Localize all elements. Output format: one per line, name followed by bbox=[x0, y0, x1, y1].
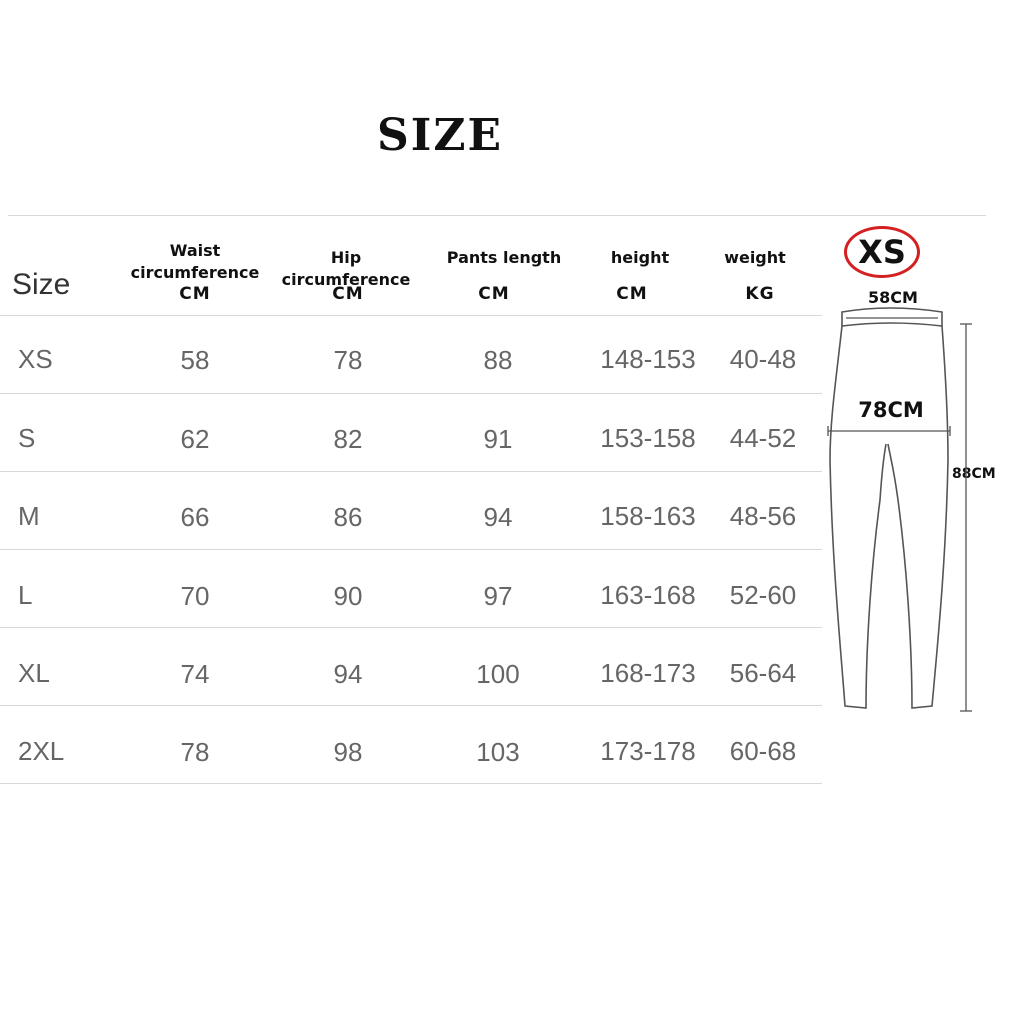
weight-value: 40-48 bbox=[729, 344, 797, 374]
waist-value: 70 bbox=[180, 581, 210, 611]
leggings-outline-icon bbox=[830, 308, 948, 708]
height-value: 158-163 bbox=[600, 501, 696, 531]
length-value: 100 bbox=[476, 659, 520, 689]
waist-value: 66 bbox=[180, 502, 210, 532]
size-label: 2XL bbox=[18, 736, 65, 766]
column-header-weight: weight bbox=[724, 248, 786, 267]
length-value: 103 bbox=[476, 737, 520, 767]
waist-value: 62 bbox=[180, 424, 210, 454]
unit-pants-length: CM bbox=[478, 284, 510, 304]
height-value: 148-153 bbox=[600, 344, 696, 374]
weight-value: 48-56 bbox=[729, 501, 797, 531]
size-label: L bbox=[18, 580, 33, 610]
length-value: 88 bbox=[483, 345, 513, 375]
hip-value: 82 bbox=[333, 424, 363, 454]
weight-value: 52-60 bbox=[729, 580, 797, 610]
hip-value: 98 bbox=[333, 737, 363, 767]
size-label: XL bbox=[18, 658, 50, 688]
hip-arrow bbox=[828, 426, 950, 436]
column-header-hip: Hip circumference bbox=[281, 248, 411, 289]
length-arrow bbox=[960, 324, 972, 711]
height-value: 153-158 bbox=[600, 423, 696, 453]
weight-value: 56-64 bbox=[729, 658, 797, 688]
size-label: M bbox=[18, 501, 40, 531]
length-value: 91 bbox=[483, 424, 513, 454]
weight-value: 60-68 bbox=[729, 736, 797, 766]
height-value: 173-178 bbox=[600, 736, 696, 766]
length-value: 97 bbox=[483, 581, 513, 611]
size-badge: XS bbox=[844, 226, 920, 278]
size-label: XS bbox=[18, 344, 53, 374]
size-label: S bbox=[18, 423, 36, 453]
unit-weight: KG bbox=[745, 284, 775, 304]
waist-value: 74 bbox=[180, 659, 210, 689]
length-measurement: 88CM bbox=[952, 466, 996, 482]
unit-hip: CM bbox=[332, 284, 364, 304]
hip-value: 90 bbox=[333, 581, 363, 611]
unit-waist: CM bbox=[179, 284, 211, 304]
hip-measurement: 78CM bbox=[858, 398, 924, 422]
hip-value: 86 bbox=[333, 502, 363, 532]
length-value: 94 bbox=[483, 502, 513, 532]
weight-value: 44-52 bbox=[729, 423, 797, 453]
size-column-header: Size bbox=[12, 268, 71, 301]
hip-value: 94 bbox=[333, 659, 363, 689]
unit-height: CM bbox=[616, 284, 648, 304]
height-value: 168-173 bbox=[600, 658, 696, 688]
waist-measurement: 58CM bbox=[868, 288, 918, 307]
column-header-height: height bbox=[610, 248, 670, 267]
waist-value: 78 bbox=[180, 737, 210, 767]
height-value: 163-168 bbox=[600, 580, 696, 610]
page-title: SIZE bbox=[376, 110, 503, 161]
hip-value: 78 bbox=[333, 345, 363, 375]
column-header-waist: Waist circumference bbox=[130, 241, 260, 282]
waist-value: 58 bbox=[180, 345, 210, 375]
column-header-pants-length: Pants length bbox=[446, 248, 562, 267]
